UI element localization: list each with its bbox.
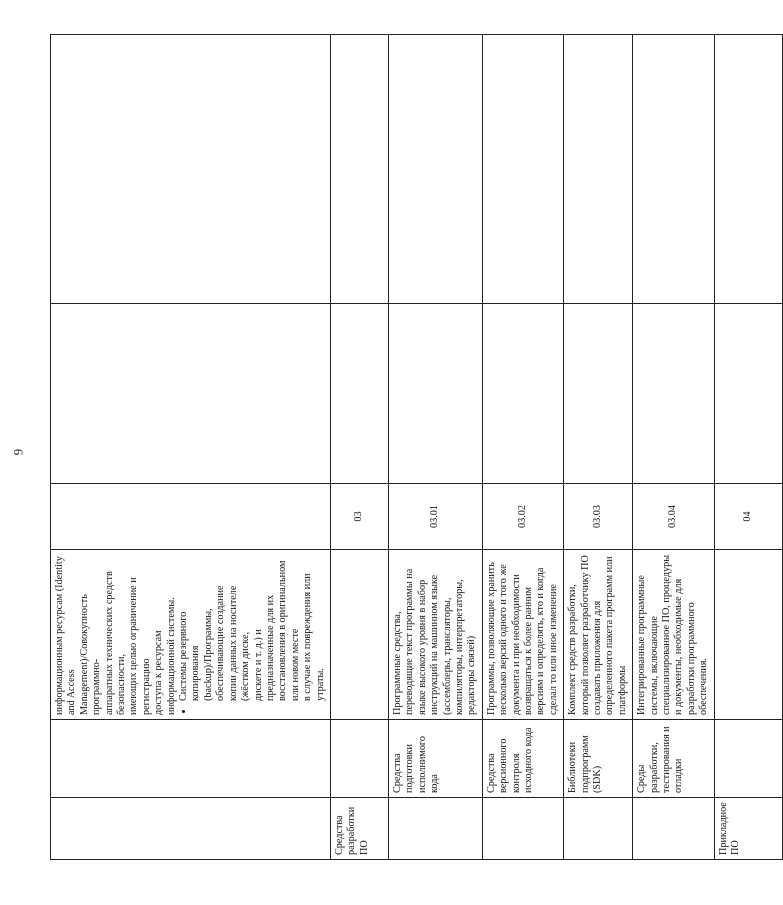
extra-cell-2: [633, 35, 714, 304]
description-cell: Программы, позволяющие хранить несколько версий одного и того же документа и при необходимости возвращаться к более ранним версиям и определять, кто и когда сделал то или иное изменение: [482, 550, 563, 720]
table-row: [388, 35, 482, 860]
category-cell: [388, 798, 482, 860]
category-cell: Средства разработки ПО: [330, 798, 388, 860]
extra-cell: [330, 304, 388, 484]
extra-cell: [714, 304, 782, 484]
description-cell: Комплект средств разработки, который позволяет разработчику ПО создавать приложения для определенного пакета программ или платформы: [564, 550, 633, 720]
extra-cell-2: [714, 35, 782, 304]
table-row: [330, 35, 388, 860]
extra-cell-2: [330, 35, 388, 304]
extra-cell: [51, 304, 331, 484]
code-cell: 03: [330, 484, 388, 550]
extra-cell: [388, 304, 482, 484]
code-cell: 03.03: [564, 484, 633, 550]
description-cell: Интегрированные программные системы, включающие специализированное ПО, процедуры и документы, необходимые для разработки программного обеспечения.: [633, 550, 714, 720]
list-item: • Системы резервного копирования (backup)/Программы, обеспечивающие создание копии данных на носителе (жёстком диске, дискете и т. д.) и предназначенные для их восстановления в оригинальном или новом месте в случае их повреждения или утраты.: [178, 554, 327, 701]
subcategory-cell: Среды разработки, тестирования и отладки: [633, 720, 714, 798]
code-cell: 03.01: [388, 484, 482, 550]
software-classification-table: [50, 34, 783, 860]
category-cell: Прикладное ПО: [714, 798, 782, 860]
page-number: 6: [11, 448, 26, 456]
code-cell: 03.02: [482, 484, 563, 550]
category-cell: [633, 798, 714, 860]
description-cell: [714, 550, 782, 720]
description-cell: [51, 550, 331, 720]
extra-cell-2: [51, 35, 331, 304]
code-cell: 03.04: [633, 484, 714, 550]
subcategory-cell: Библиотеки подпрограмм (SDK): [564, 720, 633, 798]
subcategory-cell: [330, 720, 388, 798]
code-cell: 04: [714, 484, 782, 550]
extra-cell: [564, 304, 633, 484]
category-cell: [51, 798, 331, 860]
extra-cell: [482, 304, 563, 484]
table-row: [714, 35, 782, 860]
subcategory-cell: Средства подготовки исполнимого кода: [388, 720, 482, 798]
extra-cell: [633, 304, 714, 484]
description-text: информационным ресурсам (Identity and Access Management)/Совокупность программно- аппаратных технических средств безопасности, имеющих целью ограничение и регистрацию доступа к ресурсам информационной системы.: [54, 556, 177, 715]
extra-cell-2: [564, 35, 633, 304]
extra-cell-2: [388, 35, 482, 304]
extra-cell-2: [482, 35, 563, 304]
table-row: [633, 35, 714, 860]
description-cell: Программные средства, переводящие текст программы на языке высокого уровня в набор инструкций на машинном языке (ассемблеры, трансляторы, компиляторы, интерпретаторы, редакторы связей): [388, 550, 482, 720]
table-row: [482, 35, 563, 860]
rotated-table-container: [50, 35, 753, 860]
subcategory-cell: [714, 720, 782, 798]
table-row: [564, 35, 633, 860]
category-cell: [482, 798, 563, 860]
bullet-list: [178, 554, 327, 715]
code-cell: [51, 484, 331, 550]
description-cell: [330, 550, 388, 720]
subcategory-cell: Средства версионного контроля исходного кода: [482, 720, 563, 798]
subcategory-cell: [51, 720, 331, 798]
table-row: [51, 35, 331, 860]
category-cell: [564, 798, 633, 860]
